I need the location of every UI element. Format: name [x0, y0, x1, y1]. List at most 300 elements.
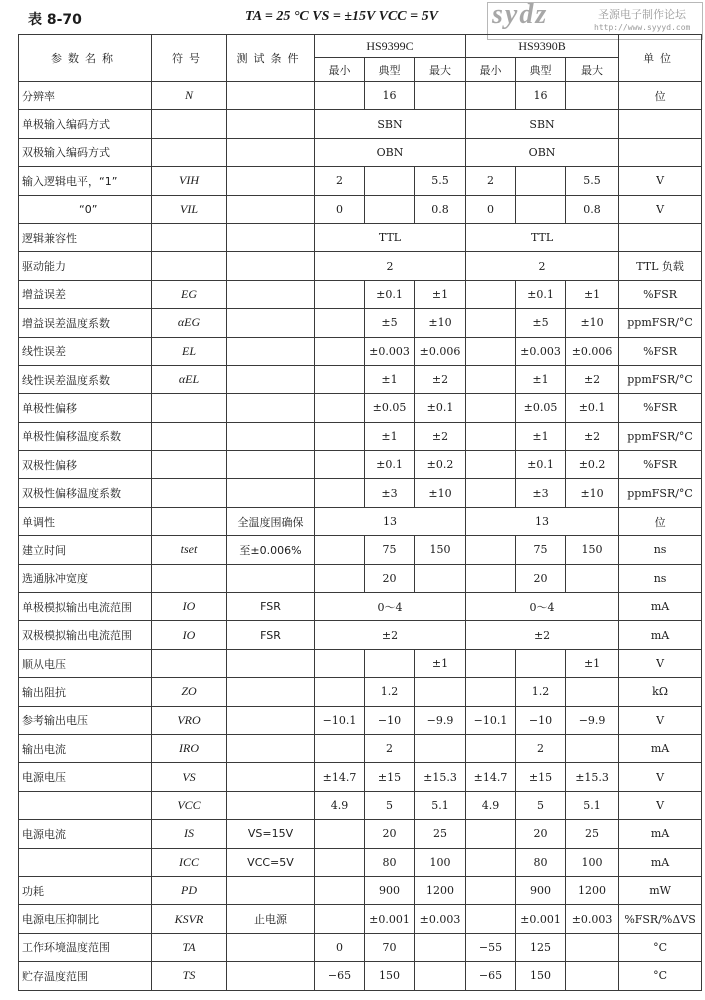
- device2-typ: ±5: [516, 309, 566, 337]
- device2-max: [566, 933, 619, 961]
- device2-min: ±14.7: [466, 763, 516, 791]
- symbol: VIL: [152, 195, 227, 223]
- device2-max: ±0.2: [566, 451, 619, 479]
- table-row: [19, 933, 702, 961]
- device1-max: 100: [415, 848, 466, 876]
- symbol: [152, 479, 227, 507]
- table-label: 表 8-70: [28, 12, 82, 28]
- col-header-typ: 典型: [365, 58, 415, 82]
- symbol: [152, 451, 227, 479]
- col-header-device2: HS9390B: [466, 35, 619, 58]
- unit: TTL 负载: [619, 252, 702, 280]
- param-name: 双极性偏移温度系数: [19, 479, 152, 507]
- test-condition: 至±0.006%: [227, 536, 315, 564]
- device2-min: [466, 422, 516, 450]
- device2-max: [566, 564, 619, 592]
- unit: mW: [619, 876, 702, 904]
- device2-min: [466, 734, 516, 762]
- device1-typ: ±0.003: [365, 337, 415, 365]
- device2-typ: 150: [516, 962, 566, 990]
- unit: kΩ: [619, 678, 702, 706]
- device2-min: [466, 678, 516, 706]
- param-name: 双极性偏移: [19, 451, 152, 479]
- symbol: [152, 422, 227, 450]
- device1-max: 150: [415, 536, 466, 564]
- symbol: [152, 223, 227, 251]
- symbol: [152, 507, 227, 535]
- table-row: [19, 564, 702, 592]
- col-header-typ: 典型: [516, 58, 566, 82]
- device1-min: [315, 394, 365, 422]
- table-row: [19, 195, 702, 223]
- table-row: [19, 110, 702, 138]
- device2-min: [466, 280, 516, 308]
- table-row: [19, 479, 702, 507]
- test-condition: [227, 962, 315, 990]
- device2-min: [466, 564, 516, 592]
- test-condition: [227, 252, 315, 280]
- symbol: EG: [152, 280, 227, 308]
- device1-typ: [365, 649, 415, 677]
- device2-typ: ±0.1: [516, 280, 566, 308]
- device1-max: ±1: [415, 649, 466, 677]
- device2-min: [466, 848, 516, 876]
- table-row: [19, 252, 702, 280]
- table-row: [19, 962, 702, 990]
- table-row: [19, 337, 702, 365]
- device1-min: ±14.7: [315, 763, 365, 791]
- unit: 位: [619, 507, 702, 535]
- param-name: 输出电流: [19, 734, 152, 762]
- unit: mA: [619, 593, 702, 621]
- device1-min: [315, 365, 365, 393]
- param-name: 选通脉冲宽度: [19, 564, 152, 592]
- device2-min: 0: [466, 195, 516, 223]
- device2-typ: [516, 195, 566, 223]
- symbol: KSVR: [152, 905, 227, 933]
- device1-typ: 5: [365, 791, 415, 819]
- param-name: 单极性偏移: [19, 394, 152, 422]
- symbol: IO: [152, 621, 227, 649]
- test-condition: [227, 933, 315, 961]
- device2-typ: ±0.001: [516, 905, 566, 933]
- test-condition: 止电源: [227, 905, 315, 933]
- device2-min: −55: [466, 933, 516, 961]
- device2-typ: [516, 649, 566, 677]
- watermark-text: 圣源电子制作论坛: [598, 8, 686, 21]
- device1-max: ±10: [415, 309, 466, 337]
- test-condition: [227, 82, 315, 110]
- device1-min: [315, 905, 365, 933]
- symbol: VRO: [152, 706, 227, 734]
- device2-max: ±10: [566, 309, 619, 337]
- param-name: 分辨率: [19, 82, 152, 110]
- test-condition: [227, 394, 315, 422]
- device1-min: [315, 280, 365, 308]
- device1-typ: [365, 195, 415, 223]
- symbol: N: [152, 82, 227, 110]
- symbol: TA: [152, 933, 227, 961]
- device2-max: 5.5: [566, 167, 619, 195]
- device2-max: ±2: [566, 422, 619, 450]
- device1-min: [315, 649, 365, 677]
- param-name: [19, 848, 152, 876]
- device1-max: 25: [415, 820, 466, 848]
- test-condition: [227, 451, 315, 479]
- device2-typ: −10: [516, 706, 566, 734]
- device1-typ: 2: [365, 734, 415, 762]
- unit: V: [619, 763, 702, 791]
- device1-min: [315, 536, 365, 564]
- unit: mA: [619, 820, 702, 848]
- device2-max: 1200: [566, 876, 619, 904]
- device1-max: ±0.1: [415, 394, 466, 422]
- param-name: 工作环境温度范围: [19, 933, 152, 961]
- device2-typ: ±1: [516, 422, 566, 450]
- table-row: [19, 507, 702, 535]
- symbol: αEG: [152, 309, 227, 337]
- device2-typ: ±0.1: [516, 451, 566, 479]
- symbol: [152, 649, 227, 677]
- unit: °C: [619, 933, 702, 961]
- table-row: [19, 223, 702, 251]
- col-header-min: 最小: [466, 58, 516, 82]
- device1-max: −9.9: [415, 706, 466, 734]
- test-condition: VS=15V: [227, 820, 315, 848]
- device2-min: [466, 649, 516, 677]
- test-condition: [227, 791, 315, 819]
- spec-table: [18, 34, 702, 991]
- param-name: 单极模拟输出电流范围: [19, 593, 152, 621]
- unit: %FSR: [619, 394, 702, 422]
- table-row: [19, 451, 702, 479]
- device2-typ: ±0.05: [516, 394, 566, 422]
- unit: mA: [619, 734, 702, 762]
- unit: ns: [619, 564, 702, 592]
- symbol: EL: [152, 337, 227, 365]
- col-header-param: 参数名称: [19, 35, 152, 82]
- watermark-logo: sydz: [492, 0, 549, 30]
- device1-typ: −10: [365, 706, 415, 734]
- symbol: IS: [152, 820, 227, 848]
- device2-max: ±1: [566, 649, 619, 677]
- param-name: 增益误差温度系数: [19, 309, 152, 337]
- device1-min: [315, 820, 365, 848]
- device1-typ: 16: [365, 82, 415, 110]
- table-row: [19, 848, 702, 876]
- device1-min: [315, 337, 365, 365]
- col-header-max: 最大: [566, 58, 619, 82]
- device2-value: TTL: [466, 223, 619, 251]
- param-name: 单极性偏移温度系数: [19, 422, 152, 450]
- device1-typ: ±1: [365, 365, 415, 393]
- table-row: [19, 820, 702, 848]
- test-condition: [227, 365, 315, 393]
- unit: %FSR/%ΔVS: [619, 905, 702, 933]
- test-condition: [227, 678, 315, 706]
- device2-min: [466, 365, 516, 393]
- unit: %FSR: [619, 451, 702, 479]
- device2-typ: 5: [516, 791, 566, 819]
- test-condition: FSR: [227, 621, 315, 649]
- device2-max: ±15.3: [566, 763, 619, 791]
- device2-max: 150: [566, 536, 619, 564]
- device1-max: 5.1: [415, 791, 466, 819]
- device1-min: 0: [315, 195, 365, 223]
- test-condition: [227, 167, 315, 195]
- unit: V: [619, 195, 702, 223]
- param-name: 单调性: [19, 507, 152, 535]
- device1-max: ±2: [415, 365, 466, 393]
- param-name: [19, 791, 152, 819]
- device2-min: [466, 479, 516, 507]
- table-body: [19, 82, 702, 991]
- unit: °C: [619, 962, 702, 990]
- symbol: [152, 394, 227, 422]
- param-name: 逻辑兼容性: [19, 223, 152, 251]
- device1-typ: ±1: [365, 422, 415, 450]
- device1-max: [415, 933, 466, 961]
- test-condition: [227, 309, 315, 337]
- device1-max: ±0.2: [415, 451, 466, 479]
- watermark-url: http://www.syyyd.com: [594, 23, 691, 32]
- col-header-condition: 测试条件: [227, 35, 315, 82]
- device2-max: −9.9: [566, 706, 619, 734]
- table-row: [19, 593, 702, 621]
- device1-typ: 70: [365, 933, 415, 961]
- param-name: 功耗: [19, 876, 152, 904]
- device2-typ: 2: [516, 734, 566, 762]
- symbol: PD: [152, 876, 227, 904]
- unit: 位: [619, 82, 702, 110]
- device1-typ: 75: [365, 536, 415, 564]
- test-condition: [227, 734, 315, 762]
- device1-min: [315, 479, 365, 507]
- device1-typ: ±15: [365, 763, 415, 791]
- test-conditions: TA = 25 °C VS = ±15V VCC = 5V: [245, 9, 438, 24]
- device1-typ: ±5: [365, 309, 415, 337]
- unit: mA: [619, 848, 702, 876]
- device1-max: ±0.003: [415, 905, 466, 933]
- symbol: [152, 252, 227, 280]
- device1-typ: [365, 167, 415, 195]
- symbol: IO: [152, 593, 227, 621]
- test-condition: [227, 280, 315, 308]
- param-name: 双极模拟输出电流范围: [19, 621, 152, 649]
- symbol: [152, 110, 227, 138]
- device1-min: [315, 678, 365, 706]
- device1-max: ±15.3: [415, 763, 466, 791]
- table-row: [19, 791, 702, 819]
- device1-value: OBN: [315, 138, 466, 166]
- table-row: [19, 763, 702, 791]
- device1-min: [315, 82, 365, 110]
- device2-min: 2: [466, 167, 516, 195]
- table-row: [19, 280, 702, 308]
- param-name: 单极输入编码方式: [19, 110, 152, 138]
- device2-value: ±2: [466, 621, 619, 649]
- symbol: TS: [152, 962, 227, 990]
- device2-value: SBN: [466, 110, 619, 138]
- symbol: [152, 138, 227, 166]
- device1-max: ±1: [415, 280, 466, 308]
- unit: ppmFSR/°C: [619, 422, 702, 450]
- param-name: 电源电流: [19, 820, 152, 848]
- device1-min: [315, 309, 365, 337]
- col-header-max: 最大: [415, 58, 466, 82]
- test-condition: [227, 138, 315, 166]
- device1-max: [415, 734, 466, 762]
- device1-typ: 20: [365, 820, 415, 848]
- param-name: 线性误差: [19, 337, 152, 365]
- symbol: ICC: [152, 848, 227, 876]
- device1-value: 2: [315, 252, 466, 280]
- device2-min: [466, 451, 516, 479]
- device1-min: 4.9: [315, 791, 365, 819]
- device2-max: [566, 962, 619, 990]
- device2-min: [466, 82, 516, 110]
- symbol: tset: [152, 536, 227, 564]
- device1-min: [315, 734, 365, 762]
- table-row: [19, 734, 702, 762]
- device2-max: 25: [566, 820, 619, 848]
- device2-typ: [516, 167, 566, 195]
- device2-max: [566, 82, 619, 110]
- device2-max: ±0.003: [566, 905, 619, 933]
- test-condition: [227, 763, 315, 791]
- unit: ns: [619, 536, 702, 564]
- col-header-unit: 单位: [619, 35, 702, 82]
- device1-min: [315, 564, 365, 592]
- device1-max: [415, 962, 466, 990]
- param-name: 驱动能力: [19, 252, 152, 280]
- device2-typ: 80: [516, 848, 566, 876]
- table-row: [19, 309, 702, 337]
- device2-min: [466, 309, 516, 337]
- param-name: 建立时间: [19, 536, 152, 564]
- device1-typ: 900: [365, 876, 415, 904]
- device1-max: ±10: [415, 479, 466, 507]
- device1-min: [315, 848, 365, 876]
- device1-max: 5.5: [415, 167, 466, 195]
- table-row: [19, 621, 702, 649]
- table-row: [19, 876, 702, 904]
- device2-min: [466, 876, 516, 904]
- test-condition: [227, 706, 315, 734]
- table-row: [19, 394, 702, 422]
- unit: V: [619, 167, 702, 195]
- device1-value: TTL: [315, 223, 466, 251]
- device2-max: 100: [566, 848, 619, 876]
- table-row: [19, 82, 702, 110]
- param-name: “0”: [19, 195, 152, 223]
- device2-typ: 1.2: [516, 678, 566, 706]
- device2-value: 2: [466, 252, 619, 280]
- table-row: [19, 422, 702, 450]
- device1-max: [415, 82, 466, 110]
- param-name: 双极输入编码方式: [19, 138, 152, 166]
- device1-max: ±0.006: [415, 337, 466, 365]
- device2-typ: 900: [516, 876, 566, 904]
- unit: V: [619, 649, 702, 677]
- unit: V: [619, 791, 702, 819]
- param-name: 顺从电压: [19, 649, 152, 677]
- device2-typ: 75: [516, 536, 566, 564]
- col-header-device1: HS9399C: [315, 35, 466, 58]
- table-row: [19, 905, 702, 933]
- device1-min: [315, 451, 365, 479]
- unit: %FSR: [619, 337, 702, 365]
- device1-typ: ±0.1: [365, 451, 415, 479]
- device1-value: SBN: [315, 110, 466, 138]
- symbol: VIH: [152, 167, 227, 195]
- device2-value: 0～4: [466, 593, 619, 621]
- unit: [619, 223, 702, 251]
- device2-max: ±0.1: [566, 394, 619, 422]
- device2-min: [466, 820, 516, 848]
- device1-typ: ±0.1: [365, 280, 415, 308]
- table-row: [19, 706, 702, 734]
- device1-typ: 80: [365, 848, 415, 876]
- device2-min: −65: [466, 962, 516, 990]
- symbol: IRO: [152, 734, 227, 762]
- device2-typ: 20: [516, 820, 566, 848]
- device1-value: ±2: [315, 621, 466, 649]
- device2-max: ±10: [566, 479, 619, 507]
- device2-typ: ±15: [516, 763, 566, 791]
- device1-value: 13: [315, 507, 466, 535]
- symbol: ZO: [152, 678, 227, 706]
- unit: [619, 110, 702, 138]
- device2-min: 4.9: [466, 791, 516, 819]
- device2-max: 0.8: [566, 195, 619, 223]
- device1-typ: ±0.05: [365, 394, 415, 422]
- device1-max: ±2: [415, 422, 466, 450]
- table-row: [19, 649, 702, 677]
- device2-max: [566, 734, 619, 762]
- test-condition: FSR: [227, 593, 315, 621]
- test-condition: [227, 649, 315, 677]
- device2-typ: ±3: [516, 479, 566, 507]
- device2-max: [566, 678, 619, 706]
- table-row: [19, 167, 702, 195]
- device2-typ: ±0.003: [516, 337, 566, 365]
- param-name: 输出阻抗: [19, 678, 152, 706]
- unit: V: [619, 706, 702, 734]
- device1-max: 0.8: [415, 195, 466, 223]
- table-row: [19, 138, 702, 166]
- device2-typ: 20: [516, 564, 566, 592]
- symbol: αEL: [152, 365, 227, 393]
- device1-typ: ±3: [365, 479, 415, 507]
- device2-typ: 16: [516, 82, 566, 110]
- table-row: [19, 678, 702, 706]
- device1-max: [415, 564, 466, 592]
- device1-typ: 1.2: [365, 678, 415, 706]
- param-name: 电源电压抑制比: [19, 905, 152, 933]
- unit: ppmFSR/°C: [619, 365, 702, 393]
- device2-typ: 125: [516, 933, 566, 961]
- param-name: 线性误差温度系数: [19, 365, 152, 393]
- table-row: [19, 365, 702, 393]
- device1-typ: ±0.001: [365, 905, 415, 933]
- test-condition: [227, 110, 315, 138]
- device2-typ: ±1: [516, 365, 566, 393]
- unit: ppmFSR/°C: [619, 479, 702, 507]
- device2-max: ±1: [566, 280, 619, 308]
- device1-min: [315, 876, 365, 904]
- test-condition: 全温度围确保: [227, 507, 315, 535]
